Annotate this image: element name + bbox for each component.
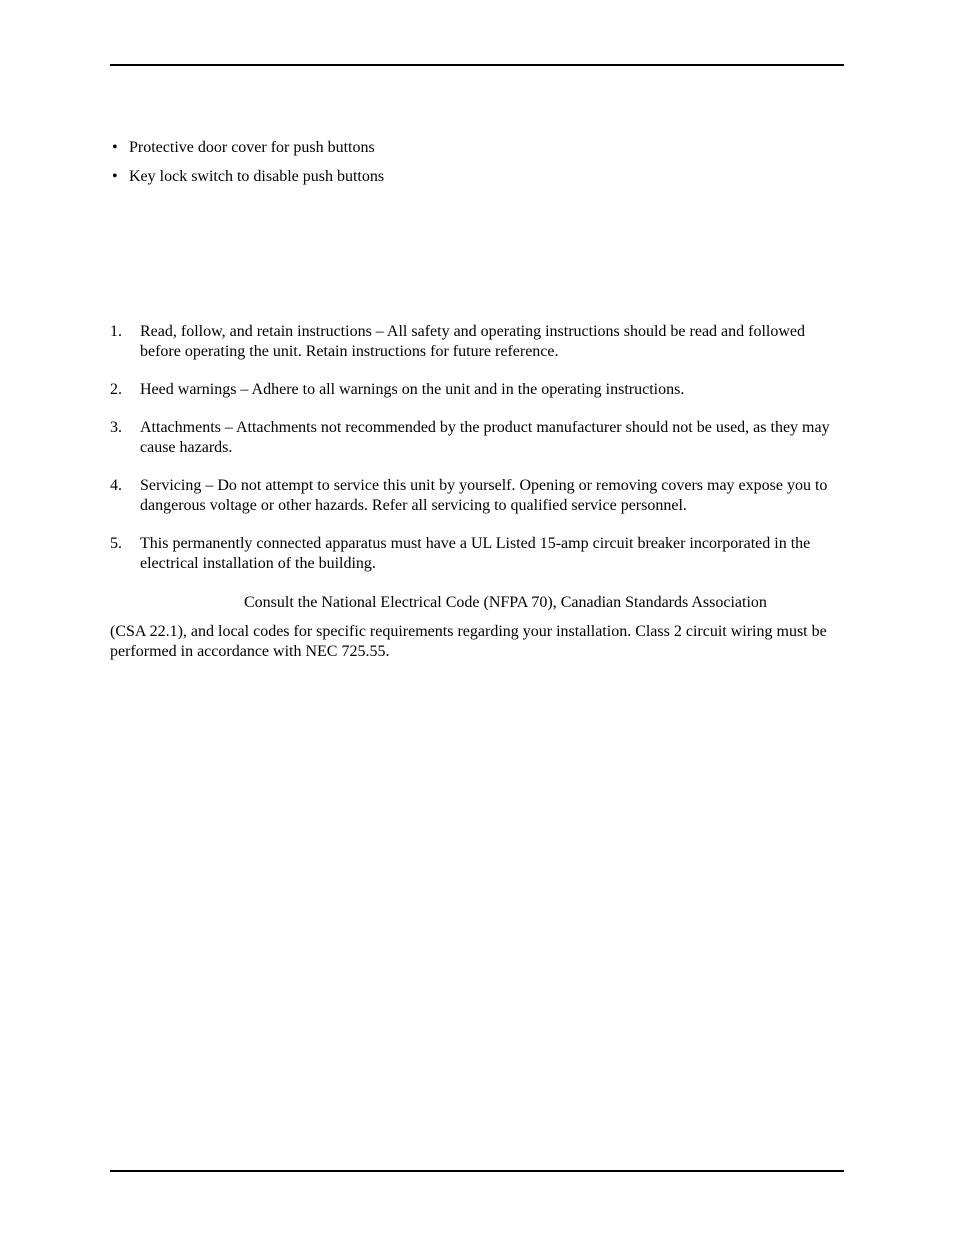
instruction-text: Read, follow, and retain instructions – All safety and operating instructions should be read and followed before operating the unit. Retain instructions for future reference. — [140, 323, 806, 360]
header-rule — [110, 64, 844, 66]
feature-item — [110, 138, 844, 158]
bullet-icon: • — [112, 139, 118, 156]
feature-text: Key lock switch to disable push buttons — [129, 168, 385, 185]
instruction-text: This permanently connected apparatus must have a UL Listed 15-amp circuit breaker incorporated in the electrical installation of the building. — [140, 535, 811, 572]
code-note-first-line: Consult the National Electrical Code (NFPA 70), Canadian Standards Association — [244, 594, 767, 611]
instruction-item — [110, 380, 844, 400]
instruction-text: Servicing – Do not attempt to service this unit by yourself. Opening or removing covers may expose you to dangerous voltage or other hazards. Refer all servicing to qualified service personnel. — [140, 477, 828, 514]
feature-text: Protective door cover for push buttons — [129, 139, 375, 156]
code-note-body: (CSA 22.1), and local codes for specific requirements regarding your installation. Class 2 circuit wiring must be performed in accordance with NEC 725.55. — [110, 623, 827, 660]
footer-rule — [110, 1170, 844, 1172]
instruction-number: 2. — [110, 381, 122, 398]
instruction-number: 3. — [110, 419, 122, 436]
feature-item — [110, 167, 844, 187]
instruction-item — [110, 534, 844, 574]
instruction-item — [110, 418, 844, 458]
instruction-item — [110, 322, 844, 362]
feature-list — [110, 138, 844, 196]
instruction-item — [110, 476, 844, 516]
instruction-number: 5. — [110, 535, 122, 552]
instruction-number: 4. — [110, 477, 122, 494]
instruction-text: Attachments – Attachments not recommended by the product manufacturer should not be used, as they may cause hazards. — [140, 419, 830, 456]
bullet-icon: • — [112, 168, 118, 185]
instruction-text: Heed warnings – Adhere to all warnings on the unit and in the operating instructions. — [140, 381, 685, 398]
instruction-number: 1. — [110, 323, 122, 340]
safety-instructions-list — [110, 322, 844, 592]
